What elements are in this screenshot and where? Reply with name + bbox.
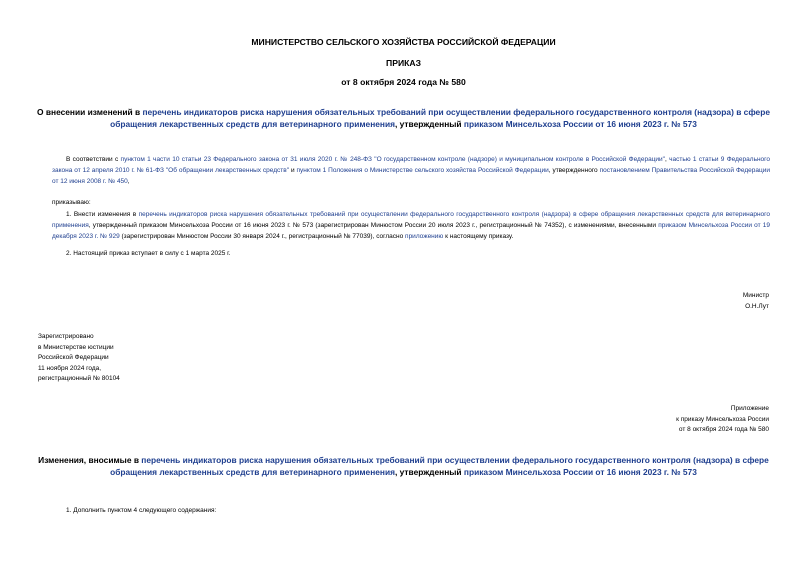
appendix-line: к приказу Минсельхоза России [676,415,769,423]
item-1-paragraph [52,209,770,242]
appendix-line: Приложение [730,405,769,412]
order-word: приказываю: [52,199,91,206]
item-text: к настоящему приказу. [443,233,514,240]
basis-link-decree[interactable]: постановлением Правительства Российской Федерации от 12 июня 2008 г. № 450 [52,167,770,185]
item-link-order-929[interactable]: приказом Минсельхоза России от 19 декабря 2023 г. № 929 [52,222,770,240]
registration-line: 11 ноября 2024 года, [38,364,102,372]
title-link-list[interactable]: перечень индикаторов риска нарушения обязательных требований при осуществлении федерального государственного контроля (надзора) в сфере обращения лекарственных средств для ветеринарного применения [110,107,770,129]
appendix-line: от 8 октября 2024 года № 580 [678,426,769,433]
item-2-paragraph: 2. Настоящий приказ вступает в силу с 1 марта 2025 г. [66,250,231,257]
registration-block [38,332,120,385]
registration-line: регистрационный № 80104 [38,375,120,382]
basis-text: , [665,156,670,163]
basis-paragraph [52,154,770,187]
appendix-title-link-list[interactable]: перечень индикаторов риска нарушения обязательных требований при осуществлении федерального государственного контроля (надзора) в сфере обращения лекарственных средств для ветеринарного применения [110,455,769,477]
signature-position: Министр [742,292,769,299]
registration-line: Российской Федерации [38,354,109,361]
appendix-reference [676,404,769,436]
change-1-paragraph: 1. Дополнить пунктом 4 следующего содержания: [66,507,217,514]
registration-line: Зарегистрировано [38,333,94,340]
registration-line: в Министерстве юстиции [38,343,114,351]
basis-text: , утвержденного [548,167,600,174]
item-text: 1. Внести изменения в [66,211,139,218]
doc-date-number: от 8 октября 2024 года № 580 [341,77,466,87]
doc-title [0,106,807,130]
title-text: , утвержденный [395,119,464,129]
item-link-list[interactable]: перечень индикаторов риска нарушения обязательных требований при осуществлении федерального государственного контроля (надзора) в сфере обращения лекарственных средств для ветеринарного применения [52,211,770,229]
appendix-title-text: Изменения, вносимые в [38,455,142,465]
appendix-title-link-order[interactable]: приказом Минсельхоза России от 16 июня 2023 г. № 573 [463,467,697,477]
basis-text: и [289,167,297,174]
signature-block [743,291,769,312]
appendix-title [0,454,807,478]
doc-type: ПРИКАЗ [386,58,421,68]
appendix-title-text: , утвержденный [395,467,464,477]
signature-name: О.Н.Лут [745,302,769,310]
basis-link-regulation[interactable]: пунктом 1 Положения о Министерстве сельского хозяйства Российской Федерации [296,167,549,174]
basis-link-248fz[interactable]: пунктом 1 части 10 статьи 23 Федерального закона от 31 июля 2020 г. № 248-ФЗ "О государственном контроле (надзоре) и муниципальном контроле в Российской Федерации" [120,156,665,163]
item-text: , утвержденный приказом Минсельхоза России от 16 июня 2023 г. № 573 (зарегистрирован Минюстом России 20 июля 2023 г., регистрационный № 74352), с изменениями, внесенными [88,222,659,229]
title-link-order[interactable]: приказом Минсельхоза России от 16 июня 2023 г. № 573 [463,119,697,129]
basis-text: , [127,178,130,185]
ministry-header: МИНИСТЕРСТВО СЕЛЬСКОГО ХОЗЯЙСТВА РОССИЙСКОЙ ФЕДЕРАЦИИ [251,37,556,47]
item-text: (зарегистрирован Минюстом России 30 января 2024 г., регистрационный № 77039), согласно [119,233,406,240]
basis-text: В соответствии с [66,156,121,163]
title-text: О внесении изменений в [37,107,143,117]
item-link-appendix[interactable]: приложению [405,233,444,240]
basis-link-61fz[interactable]: частью 1 статьи 9 Федерального закона от 12 апреля 2010 г. № 61-ФЗ "Об обращении лекарственных средств" [52,156,771,174]
